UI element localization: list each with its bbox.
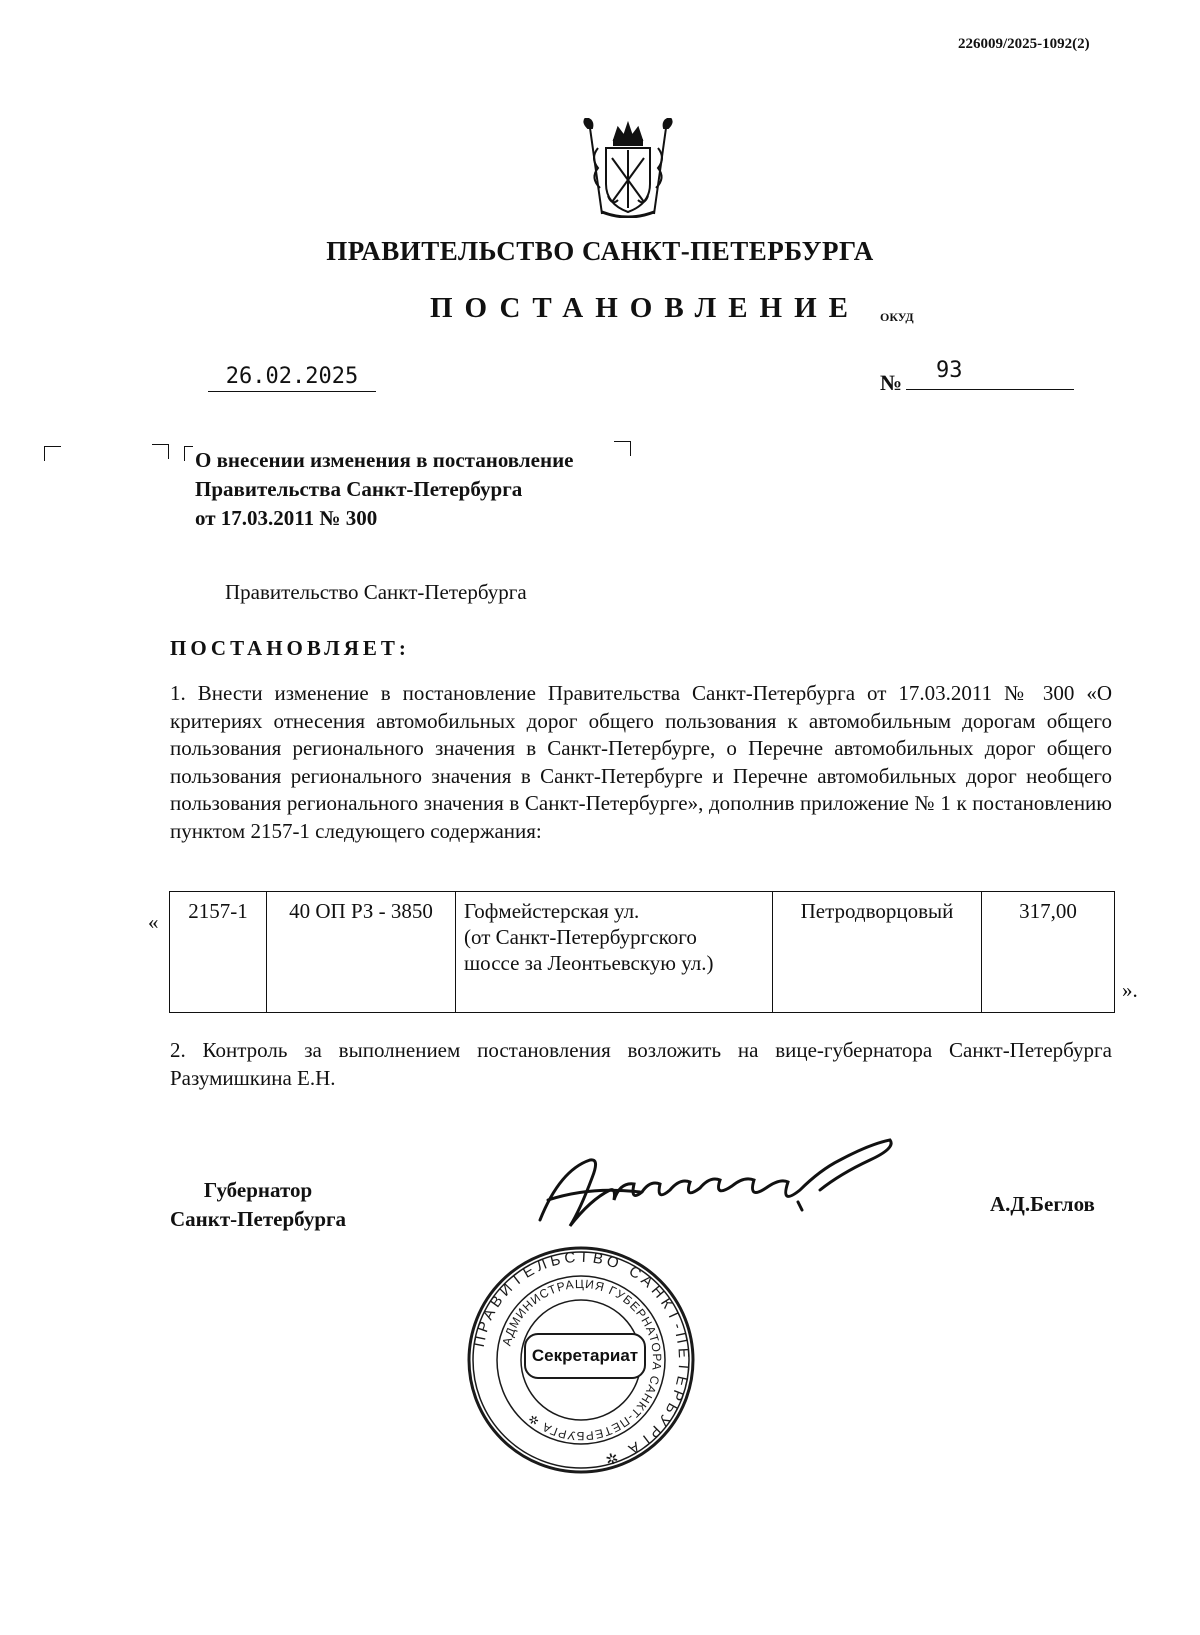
handwritten-signature [530, 1130, 910, 1240]
okud-label: ОКУД [880, 310, 914, 324]
government-title: ПРАВИТЕЛЬСТВО САНКТ-ПЕТЕРБУРГА [326, 236, 874, 266]
signatory-title-line: Санкт-Петербурга [170, 1207, 347, 1231]
subject-line: от 17.03.2011 № 300 [195, 506, 378, 530]
road-name-line: (от Санкт-Петербургского [464, 925, 697, 949]
road-table [169, 891, 1115, 1013]
decree-word: ПОСТАНОВЛЯЕТ: [170, 636, 410, 660]
signatory-title-line: Губернатор [203, 1178, 313, 1202]
document-number: 93 [906, 358, 1074, 390]
document-date: 26.02.2025 [208, 364, 376, 392]
cell-length: 317,00 [982, 892, 1115, 1013]
paragraph-item-2: 2. Контроль за выполнением постановления возложить на вице-губернатора Санкт-Петербурга Разумишкина Е.Н. [170, 1038, 1112, 1090]
document-subject [195, 446, 574, 533]
svg-text:АДМИНИСТРАЦИЯ ГУБЕРНАТОРА САНК: АДМИНИСТРАЦИЯ ГУБЕРНАТОРА САНКТ-ПЕТЕРБУРГА ✲ [499, 1276, 665, 1444]
number-label: № [880, 370, 903, 395]
svg-text:ПРАВИТЕЛЬСТВО САНКТ-ПЕТЕРБУРГА: ПРАВИТЕЛЬСТВО САНКТ-ПЕТЕРБУРГА ✲ [470, 1248, 693, 1469]
registration-number: 226009/2025-1092(2) [958, 36, 1090, 52]
paragraph-item-1: 1. Внести изменение в постановление Правительства Санкт-Петербурга от 17.03.2011 № 300 «О критериях отнесения автомобильных дорог общего пользования к автомобильным дорогам общего пользования регионального значения в Санкт-Петербурге, о Перечне автомобильных дорог общего пользования регионального значения в Санкт-Петербурге и Перечне автомобильных дорог необщего пользования регионального значения в Санкт-Петербурге», дополнив приложение № 1 к постановлению пунктом 2157-1 следующего содержания: [170, 681, 1112, 843]
quote-close: ». [1122, 978, 1138, 1002]
table-row [170, 892, 1115, 1013]
road-name-line: Гофмейстерская ул. [464, 899, 640, 923]
cell-road-name [456, 892, 773, 1013]
document-type-title: ПОСТАНОВЛЕНИЕ [430, 292, 861, 324]
road-name-line: шоссе за Леонтьевскую ул.) [464, 951, 714, 975]
signatory-name: А.Д.Беглов [990, 1192, 1095, 1216]
signatory-title [170, 1176, 346, 1234]
quote-open: « [148, 910, 159, 934]
corner-mark-left [44, 446, 61, 461]
cell-item-number: 2157-1 [170, 892, 267, 1013]
corner-mark-subject-open [184, 446, 193, 461]
subject-line: Правительства Санкт-Петербурга [195, 477, 523, 501]
cell-road-id: 40 ОП РЗ - 3850 [267, 892, 456, 1013]
issuer-line: Правительство Санкт-Петербурга [225, 580, 527, 604]
stamp-center-label: Секретариат [524, 1333, 646, 1379]
coat-of-arms-emblem [568, 118, 688, 218]
corner-mark-subject-right [614, 441, 631, 456]
cell-district: Петродворцовый [773, 892, 982, 1013]
corner-mark-subject-left [152, 444, 169, 459]
subject-line: О внесении изменения в постановление [195, 448, 574, 472]
